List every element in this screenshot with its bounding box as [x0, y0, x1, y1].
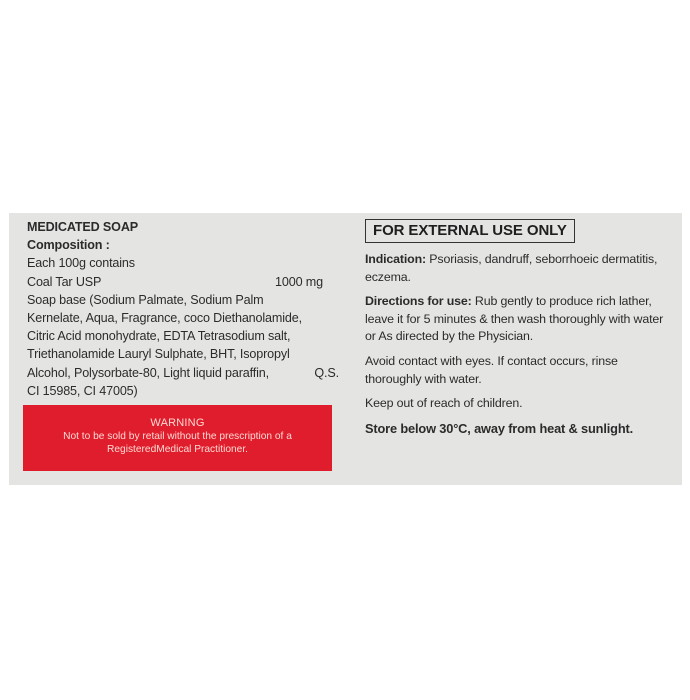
composition-column [27, 218, 345, 400]
external-use-badge: FOR EXTERNAL USE ONLY [365, 219, 575, 243]
indication-label: Indication: [365, 252, 426, 266]
directions-text: Rub gently to produce rich lather, leave it for 5 minutes & then wash thoroughly with water or As directed by the Physician. [365, 294, 664, 344]
composition-heading: Composition : [27, 238, 110, 253]
coal-tar-row [27, 273, 323, 291]
directions-label: Directions for use: [365, 294, 472, 309]
soap-base-line-1: Soap base (Sodium Palmate, Sodium Palm [27, 292, 264, 307]
coal-tar-amount: 1000 mg [275, 274, 323, 289]
warning-text: Not to be sold by retail without the prescription of a RegisteredMedical Practitioner. [63, 431, 292, 455]
coal-tar-name: Coal Tar USP [27, 274, 102, 289]
soap-base-line-6: CI 15985, CI 47005) [27, 383, 138, 398]
each-100g-line: Each 100g contains [27, 256, 135, 271]
soap-base-line-2: Kernelate, Aqua, Fragrance, coco Diethanolamide, [27, 311, 302, 326]
qs-label: Q.S. [314, 365, 339, 380]
avoid-contact-paragraph: Avoid contact with eyes. If contact occurs, rinse thoroughly with water. [365, 353, 618, 386]
soap-label-panel [9, 213, 682, 485]
storage-instruction: Store below 30°C, away from heat & sunlight. [365, 420, 634, 436]
warning-box [23, 405, 332, 471]
usage-column [365, 219, 671, 438]
indication-text: Psoriasis, dandruff, seborrhoeic dermatitis, eczema. [365, 252, 658, 284]
keep-out-paragraph: Keep out of reach of children. [365, 396, 523, 411]
soap-base-line-5: Alcohol, Polysorbate-80, Light liquid paraffin, [27, 365, 269, 380]
soap-base-qs-row [27, 364, 339, 382]
warning-title: WARNING [150, 417, 205, 429]
soap-base-line-4: Triethanolamide Lauryl Sulphate, BHT, Isopropyl [27, 347, 290, 362]
product-title: MEDICATED SOAP [27, 220, 139, 234]
directions-paragraph [365, 293, 671, 346]
indication-paragraph [365, 251, 671, 286]
soap-base-line-3: Citric Acid monohydrate, EDTA Tetrasodium salt, [27, 329, 291, 344]
